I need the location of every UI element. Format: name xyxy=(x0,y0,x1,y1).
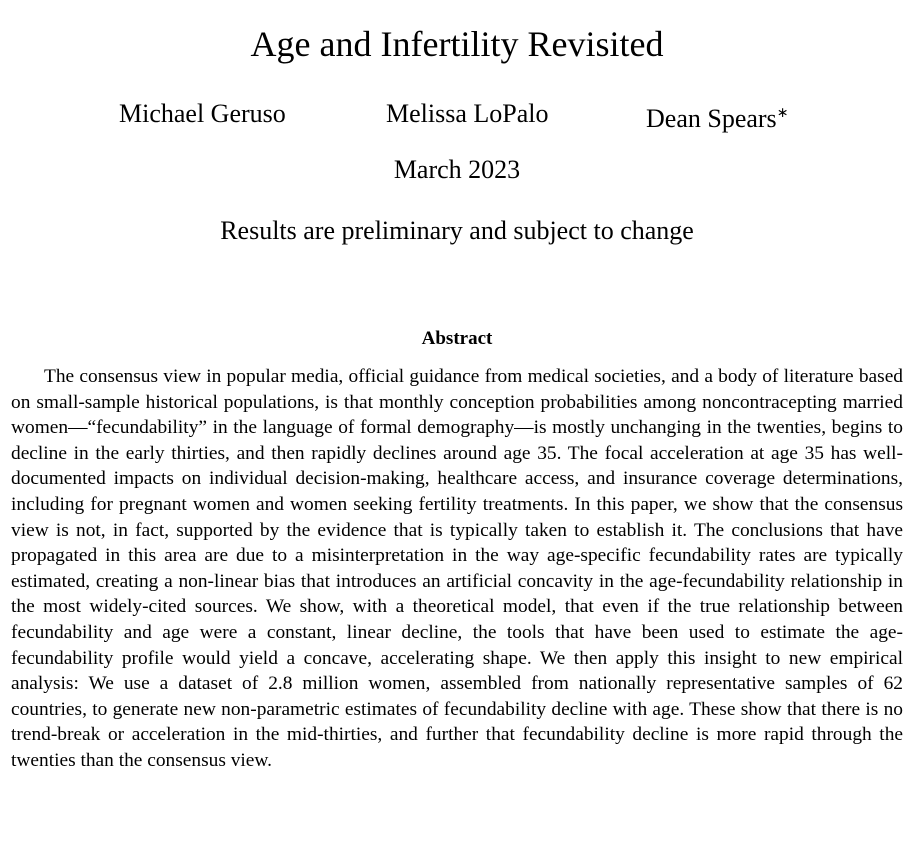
abstract-text: The consensus view in popular media, official guidance from medical societies, and a body of literature based on small-sample historical populations, is that monthly conception probabilities among noncontracepting married women—“fecundability” in the language of formal demography—is mostly unchanging in the twenties, begins to decline in the early thirties, and then rapidly declines around age 35. The focal acceleration at age 35 has well-documented impacts on individual decision-making, healthcare access, and insurance coverage determinations, including for pregnant women and women seeking fertility treatments. In this paper, we show that the consensus view is not, in fact, supported by the evidence that is typically taken to establish it. The conclusions that have propagated in this area are due to a misinterpretation in the way age-specific fecundability rates are typically estimated, creating a non-linear bias that introduces an artificial concavity in the age-fecundability relationship in the most widely-cited sources. We show, with a theoretical model, that even if the true relationship between fecundability and age were a constant, linear decline, the tools that have been used to estimate the age-fecundability profile would yield a concave, accelerating shape. We then apply this insight to new empirical analysis: We use a dataset of 2.8 million women, assembled from nationally representative samples of 62 countries, to generate new non-parametric estimates of fecundability decline with age. These show that there is no trend-break or acceleration in the mid-thirties, and further that fecundability decline is more rapid through the twenties than the consensus view. xyxy=(11,366,903,771)
author-1 xyxy=(119,96,286,132)
paper-title: Age and Infertility Revisited xyxy=(250,24,664,64)
preliminary-note: Results are preliminary and subject to change xyxy=(220,216,694,245)
author-2-name: Melissa LoPalo xyxy=(386,99,549,128)
author-2 xyxy=(386,96,549,132)
author-3-name: Dean Spears xyxy=(646,104,777,133)
author-3 xyxy=(646,96,788,137)
footnote-mark[interactable]: ∗ xyxy=(776,106,789,121)
author-1-name: Michael Geruso xyxy=(119,99,286,128)
abstract-heading: Abstract xyxy=(421,328,493,349)
author-list xyxy=(0,96,924,136)
paper-date: March 2023 xyxy=(393,155,521,184)
